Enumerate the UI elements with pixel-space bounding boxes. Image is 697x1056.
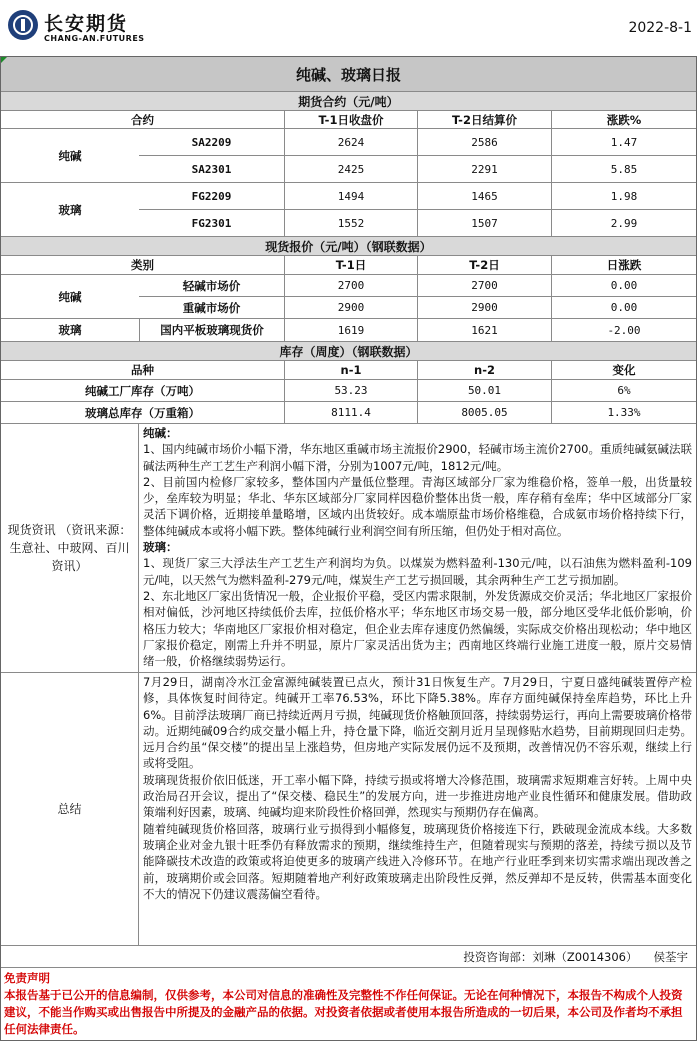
spot-chg: 0.00 [551, 275, 696, 296]
spot-group-glass [1, 318, 696, 341]
summary-block [1, 672, 696, 945]
spot-t2: 2900 [417, 297, 551, 318]
inventory-col-n1: n-1 [284, 361, 417, 379]
spot-info-paragraph: 2、东北地区厂家出货情况一般，企业报价平稳，受区内需求限制，外发货源成交价灵活；华北地区厂家报价相对偏低，沙河地区持续低价去库，拉低价格水平；华东地区市场交易一般，部分地区受华北低价影响，价格压力较大；华南地区厂家报价相对稳定，但企业去库存速度仍然偏缓，实际成交价格出现松动；华中地区厂家报价稳定，刚需上升并不明显，原片厂家灵活出货为主；西南地区终端行业施工进度一般，原片交易情绪一般，价格继续弱势运行。 [143, 588, 692, 669]
spot-info-glass-title: 玻璃： [143, 540, 178, 555]
spot-item: 轻碱市场价 [182, 278, 241, 293]
t1-close: 1552 [284, 210, 417, 236]
t1-close: 2624 [284, 129, 417, 155]
spot-t1: 2700 [284, 275, 417, 296]
spot-chg: -2.00 [551, 319, 696, 341]
spot-info-paragraph: 2、目前国内检修厂家较多，整体国内产量低位整理。青海区域部分厂家为维稳价格，签单一般，出货量较少，垒库较为明显；华北、华东区域部分厂家同样因稳价整体出货一般，库存稍有垒库；华中区域部分厂家灵活下调价格，近期接单量略增，区域内出货较好。成本端原盐市场价格维稳，合成氨市场价格持续下行，整体纯碱成本或将小幅下跌。整体纯碱行业利润空间有所压缩，但仍处于相对高位。 [143, 474, 692, 538]
table-row [139, 183, 696, 209]
inventory-n1: 53.23 [284, 380, 417, 401]
report-sheet [0, 56, 697, 1041]
spot-chg: 0.00 [551, 297, 696, 318]
inventory-col-item: 品种 [131, 363, 154, 377]
summary-content [139, 673, 696, 945]
change-pct: 1.98 [551, 183, 696, 209]
spot-info-block [1, 423, 696, 672]
spot-header-row [1, 255, 696, 274]
spot-group-soda [1, 274, 696, 318]
disclaimer-text: 本报告基于已公开的信息编制，仅供参考，本公司对信息的准确性及完整性不作任何保证。无论在何种情况下，本报告不构成个人投资建议，不能当作购买或出售报告中所提及的金融产品的依据。对投资者依据或者使用本报告所造成的一切后果，本公司及作者均不承担任何法律责任。 [4, 988, 683, 1036]
spot-t1: 1619 [284, 319, 417, 341]
spot-col-t2: T-2日 [417, 256, 551, 274]
report-date: 2022-8-1 [628, 20, 692, 36]
inventory-item: 纯碱工厂库存（万吨） [85, 383, 200, 398]
summary-label: 总结 [1, 673, 139, 945]
table-row [1, 379, 696, 401]
futures-group-label: 纯碱 [58, 148, 82, 163]
inventory-col-n2: n-2 [417, 361, 551, 379]
summary-paragraph: 7月29日，湖南冷水江金富源纯碱装置已点火，预计31日恢复生产。7月29日，宁夏日盛纯碱装置停产检修，具体恢复时间待定。纯碱开工率76.53%，环比下降5.38%。库存方面纯碱保持垒库趋势，环比上升6%。目前浮法玻璃厂商已持续近两月亏损，纯碱现货价格触顶回落，持续弱势运行，再向上需要玻璃价格带动。近期纯碱09合约成交量小幅上升，持仓量下降，临近交割月近月呈现修贴水趋势，目前期现回归走势。远月合约虽“保交楼”的提出呈上涨趋势，但房地产实际发展仍远不及预期，改善情况仍不容乐观，继续上行或将受阻。 [143, 675, 692, 771]
assistant-name: 侯荃宇 [653, 949, 688, 964]
brand-name: 长安期货 [44, 13, 129, 35]
inventory-section-title [1, 341, 696, 360]
contract-code: FG2301 [191, 216, 232, 230]
spot-item: 国内平板玻璃现货价 [139, 319, 284, 341]
futures-col-contract: 合约 [131, 112, 154, 127]
futures-col-t1: T-1日收盘价 [284, 111, 417, 128]
table-row [139, 209, 696, 236]
disclaimer-title: 免责声明 [4, 971, 50, 985]
spot-t2: 2700 [417, 275, 551, 296]
t1-close: 1494 [284, 183, 417, 209]
t2-settle: 2586 [417, 129, 551, 155]
inventory-header-row [1, 360, 696, 379]
futures-col-chg: 涨跌% [551, 111, 696, 128]
contract-code: SA2209 [191, 135, 232, 149]
spot-group-label: 纯碱 [58, 289, 82, 304]
spot-info-paragraph: 1、国内纯碱市场价小幅下滑，华东地区重碱市场主流报价2900，轻碱市场主流价2700。重质纯碱氨碱法联碱法两种生产工艺生产利润小幅下滑，分别为1007元/吨，1812元/吨。 [143, 442, 692, 473]
brand-name-en: CHANG-AN.FUTURES [44, 34, 145, 43]
table-row [139, 275, 696, 296]
spot-col-chg: 日涨跌 [551, 256, 696, 274]
inventory-n2: 8005.05 [417, 402, 551, 423]
t2-settle: 2291 [417, 156, 551, 182]
futures-group-soda [1, 128, 696, 182]
change-pct: 5.85 [551, 156, 696, 182]
contract-code: FG2209 [191, 189, 232, 203]
spot-col-t1: T-1日 [284, 256, 417, 274]
t2-settle: 1465 [417, 183, 551, 209]
inventory-chg: 6% [551, 380, 696, 401]
inventory-col-chg: 变化 [551, 361, 696, 379]
table-row [1, 401, 696, 423]
author-line [1, 945, 696, 967]
inventory-section-label: 库存（周度）（钢联数据） [279, 344, 418, 359]
spot-info-label: 现货资讯 （资讯来源：生意社、中玻网、百川资讯） [1, 424, 139, 672]
futures-col-t2: T-2日结算价 [417, 111, 551, 128]
spot-section-title [1, 236, 696, 255]
disclaimer [1, 967, 696, 1040]
contract-code: SA2301 [191, 162, 232, 176]
futures-header-row [1, 110, 696, 128]
inventory-chg: 1.33% [551, 402, 696, 423]
futures-section-title [1, 91, 696, 110]
inventory-n1: 8111.4 [284, 402, 417, 423]
summary-paragraph: 随着纯碱现货价格回落，玻璃行业亏损得到小幅修复，玻璃现货价格接连下行，跌破现金流成本线。大多数玻璃企业对金九银十旺季仍有释放需求的预期，继续维持生产，但随着现实与预期的落差，持续亏损以及节能降碳技术改造的政策或将迫使更多的玻璃产线进入冷修环节。在地产行业旺季到来切实需求端出现改善之前，玻璃期价或会回落。短期随着地产利好政策玻璃走出阶段性反弹，然反弹却不是反转，供需基本面变化不大的情况下仍建议震荡偏空看待。 [143, 821, 692, 901]
futures-group-glass [1, 182, 696, 236]
inventory-item: 玻璃总库存（万重箱） [85, 405, 200, 420]
spot-info-soda-title: 纯碱： [143, 426, 178, 440]
spot-group-label: 玻璃 [58, 323, 82, 337]
spot-info-paragraph: 1、现货厂家三大浮法生产工艺生产利润均为负。以煤炭为燃料盈利-130元/吨，以石油焦为燃料盈利-109元/吨，以天然气为燃料盈利-279元/吨，煤炭生产工艺亏损回暖，其余两种生产工艺亏损加剧。 [143, 556, 692, 587]
summary-paragraph: 玻璃现货报价依旧低迷，开工率小幅下降，持续亏损或将增大冷修范围，玻璃需求短期难言好转。上周中央政治局召开会议，提出了“保交楼、稳民生”的发展方向，进一步推进房地产业良性循环和健康发展。借助政策端利好因素，玻璃、纯碱均迎来阶段性价格回弹，然现实与预期仍存在偏离。 [143, 772, 692, 820]
company-logo-icon [8, 10, 38, 40]
table-row [139, 129, 696, 155]
report-header [0, 0, 697, 56]
futures-section-label: 期货合约（元/吨） [298, 94, 399, 109]
t1-close: 2425 [284, 156, 417, 182]
table-row [139, 155, 696, 182]
report-title [1, 57, 696, 91]
report-title-text: 纯碱、玻璃日报 [295, 65, 401, 84]
change-pct: 1.47 [551, 129, 696, 155]
spot-section-label: 现货报价（元/吨）（钢联数据） [265, 239, 432, 254]
spot-t2: 1621 [417, 319, 551, 341]
inventory-n2: 50.01 [417, 380, 551, 401]
t2-settle: 1507 [417, 210, 551, 236]
consultant-name: 投资咨询部：刘琳（Z0014306） [463, 949, 638, 964]
spot-col-category: 类别 [131, 258, 154, 272]
futures-group-label: 玻璃 [58, 202, 82, 217]
spot-item: 重碱市场价 [182, 300, 241, 315]
table-row [139, 296, 696, 318]
spot-t1: 2900 [284, 297, 417, 318]
spot-info-content [139, 424, 696, 672]
change-pct: 2.99 [551, 210, 696, 236]
